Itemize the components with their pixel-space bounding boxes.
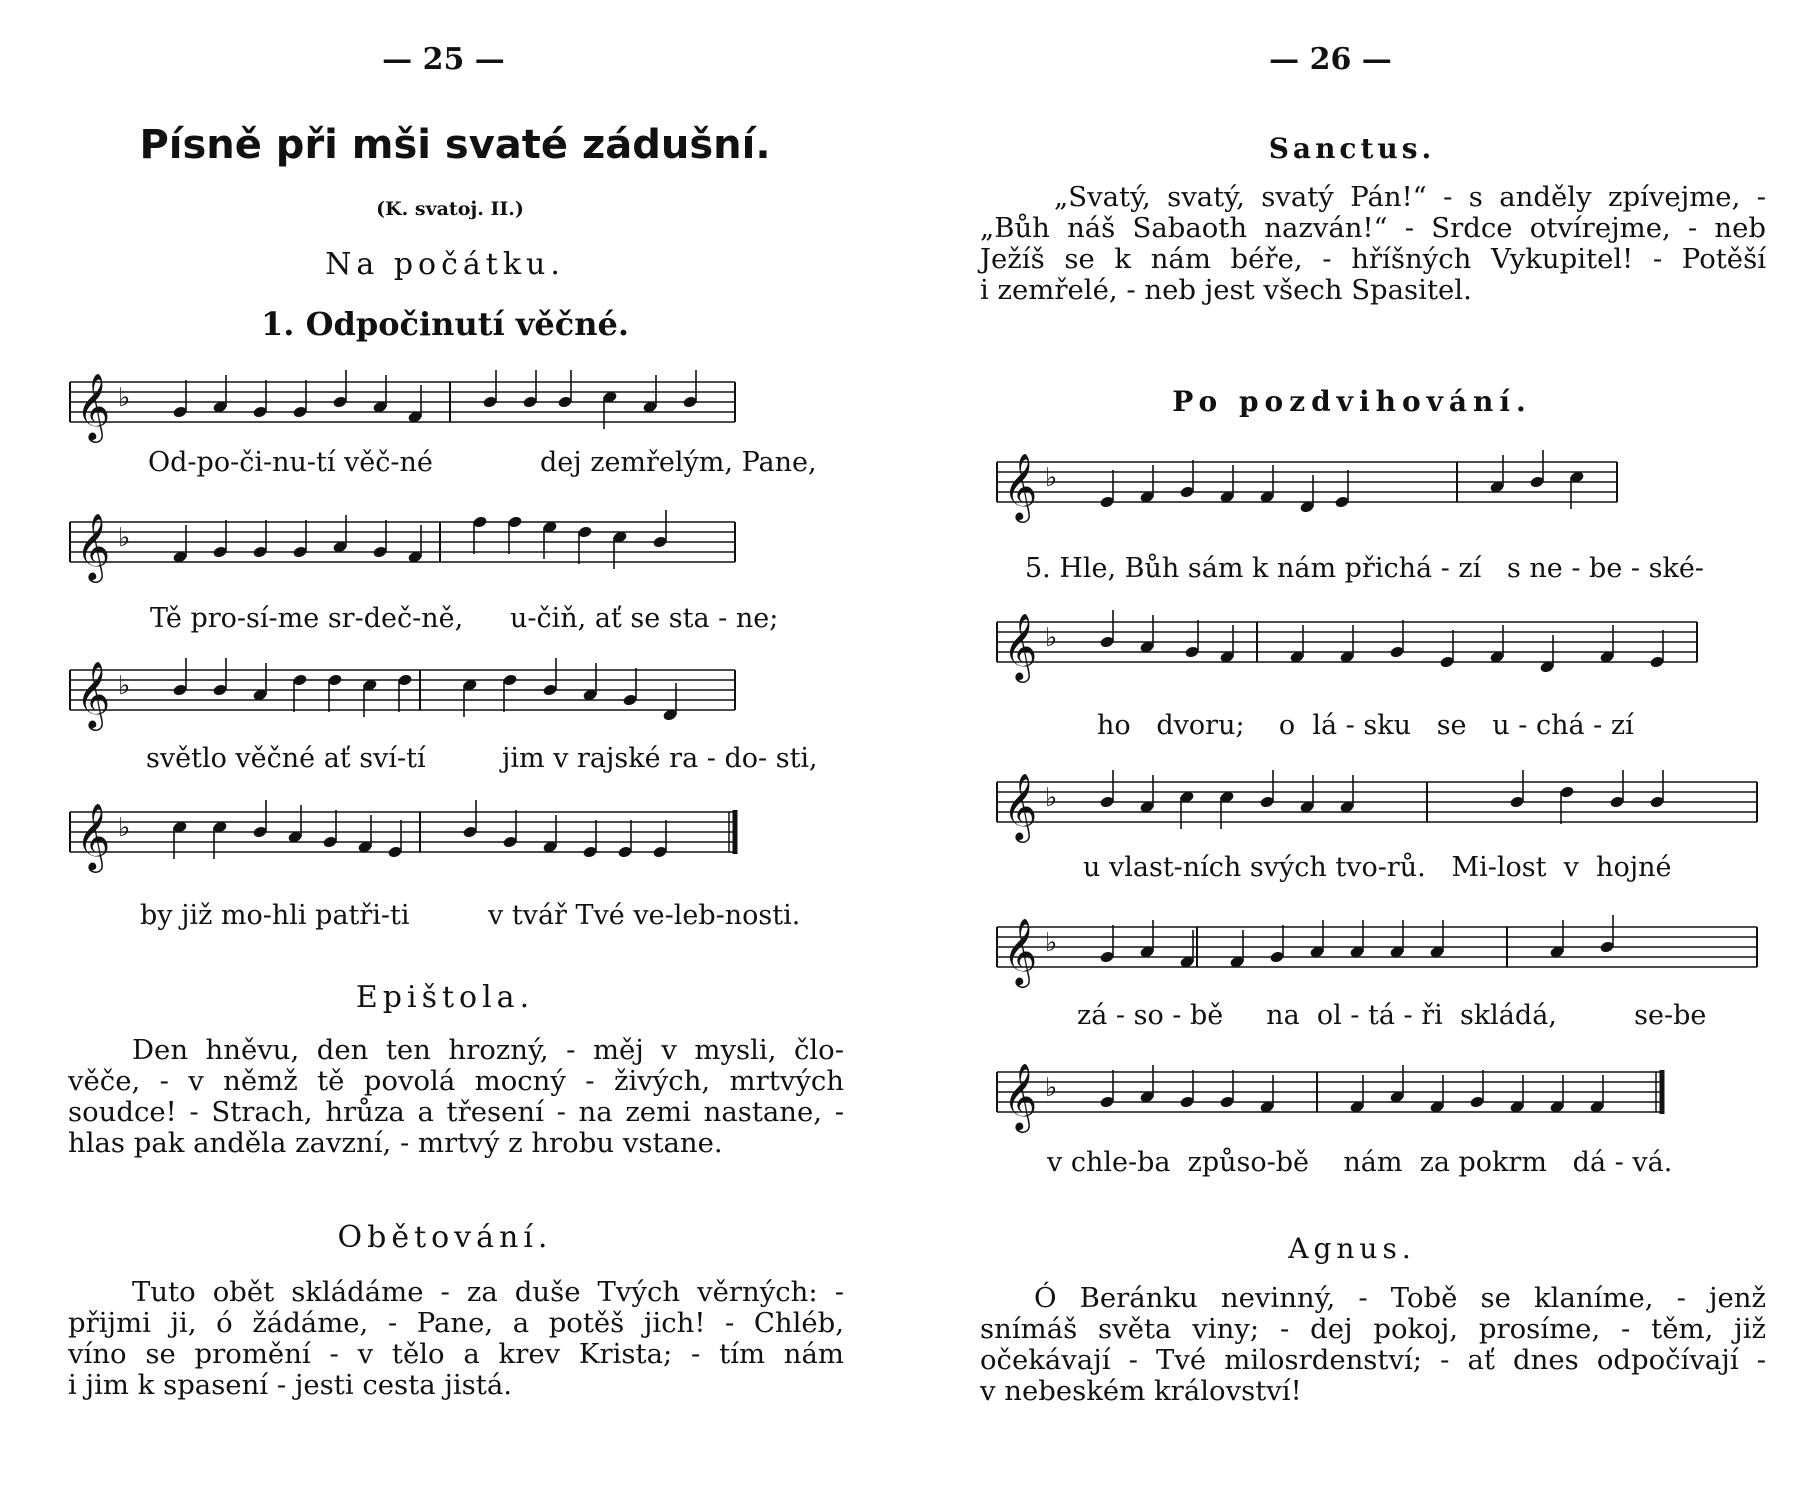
- page-number-right: — 26 —: [1269, 42, 1392, 77]
- note: [172, 525, 187, 564]
- note: [1539, 635, 1554, 674]
- text-line: „Svatý, svatý, svatý Pán!“ - s anděly zpívejme, -: [1054, 181, 1766, 213]
- text-line: i zemřelé, - neb jest všech Spasitel.: [980, 274, 1472, 306]
- treble-clef-icon: 𝄞: [76, 660, 111, 728]
- note: [407, 525, 422, 564]
- text-line: Tuto obět skládáme - za duše Tvých věrných: -: [132, 1276, 844, 1308]
- note: [1389, 920, 1404, 959]
- flat-sign-icon: ♭: [118, 671, 131, 701]
- note: [1389, 620, 1404, 659]
- agnus-text: [980, 1283, 1766, 1407]
- note: [1219, 790, 1234, 829]
- hymnal-reference: (K. svatoj. II.): [376, 198, 524, 220]
- flat-sign-icon: ♭: [1045, 1073, 1058, 1103]
- note: [1099, 925, 1114, 964]
- note: [1509, 1075, 1524, 1114]
- note: [582, 820, 597, 859]
- music-staff: [987, 600, 1777, 700]
- text-line: Ježíš se k nám béře, - hříšných Vykupitel! - Potěší: [980, 243, 1766, 275]
- right-page: [907, 0, 1814, 1500]
- text-line: věče, - v němž tě povolá mocný - živých, mrtvých: [68, 1065, 844, 1097]
- text-line: snímáš světa viny; - dej pokoj, prosíme, - těm, již: [980, 1313, 1766, 1345]
- lyric-line: v tvář Tvé ve-leb-nosti.: [488, 900, 801, 931]
- note: [1219, 625, 1234, 664]
- note: [507, 515, 522, 554]
- note: [1429, 920, 1444, 959]
- note: [1259, 465, 1274, 504]
- music-staff: [987, 440, 1777, 540]
- lyric-line: jim v rajské ra - do- sti,: [502, 743, 818, 774]
- section-heading-epistola: Epištola.: [355, 980, 535, 1015]
- note: [212, 375, 227, 414]
- music-staff: [987, 760, 1777, 860]
- note: [1289, 625, 1304, 664]
- treble-clef-icon: 𝄞: [1003, 612, 1038, 680]
- text-line: soudce! - Strach, hrůza a třesení - na zemi nastane, -: [68, 1096, 844, 1128]
- lyric-line: Tě pro-sí-me sr-deč-ně,: [150, 603, 464, 634]
- section-heading-obetovani: Obětování.: [337, 1220, 553, 1255]
- note: [1179, 1070, 1194, 1109]
- note: [212, 820, 227, 859]
- lyric-line: zá - so - bě na ol - tá - ři skládá, se-be: [1077, 1000, 1707, 1031]
- section-heading-sanctus: Sanctus.: [1268, 132, 1436, 165]
- note: [1609, 770, 1624, 809]
- flat-sign-icon: ♭: [1045, 463, 1058, 493]
- note: [542, 658, 557, 697]
- note: [1099, 1070, 1114, 1109]
- lyric-line: u-čiň, ať se sta - ne;: [510, 603, 779, 634]
- treble-clef-icon: 𝄞: [1003, 772, 1038, 840]
- note: [542, 520, 557, 559]
- note: [332, 370, 347, 409]
- text-line: přijmi ji, ó žádáme, - Pane, a potěš jich! - Chléb,: [68, 1307, 844, 1339]
- note: [1179, 790, 1194, 829]
- treble-clef-icon: 𝄞: [76, 372, 111, 440]
- note: [682, 370, 697, 409]
- note: [1179, 930, 1194, 969]
- section-heading-na-pocatku: Na počátku.: [325, 247, 565, 282]
- treble-clef-icon: 𝄞: [76, 512, 111, 580]
- note: [557, 370, 572, 409]
- lyric-line: ho dvoru; o lá - sku se u - chá - zí: [1097, 710, 1634, 741]
- note: [292, 673, 307, 712]
- note: [602, 390, 617, 429]
- flat-sign-icon: ♭: [118, 523, 131, 553]
- note: [407, 385, 422, 424]
- note: [582, 663, 597, 702]
- note: [1139, 615, 1154, 654]
- note: [652, 820, 667, 859]
- note: [1589, 1075, 1604, 1114]
- note: [1139, 465, 1154, 504]
- note: [1339, 775, 1354, 814]
- note: [577, 525, 592, 564]
- note: [1299, 775, 1314, 814]
- section-heading-agnus: Agnus.: [1288, 1232, 1416, 1265]
- note: [362, 678, 377, 717]
- treble-clef-icon: 𝄞: [76, 802, 111, 870]
- note: [387, 820, 402, 859]
- note: [292, 520, 307, 559]
- note: [1334, 470, 1349, 509]
- note: [462, 678, 477, 717]
- note: [1139, 920, 1154, 959]
- note: [397, 673, 412, 712]
- treble-clef-icon: 𝄞: [1003, 917, 1038, 985]
- note: [1179, 460, 1194, 499]
- music-staff: [987, 905, 1777, 1005]
- note: [1259, 770, 1274, 809]
- lyric-line: Od-po-či-nu-tí věč-né: [148, 447, 433, 478]
- note: [1529, 450, 1544, 489]
- flat-sign-icon: ♭: [118, 383, 131, 413]
- note: [1229, 930, 1244, 969]
- note: [1269, 925, 1284, 964]
- note: [502, 673, 517, 712]
- note: [1349, 1075, 1364, 1114]
- note: [1099, 610, 1114, 649]
- music-staff: [60, 360, 850, 460]
- lyric-line: dej zemřelým, Pane,: [540, 447, 817, 478]
- note: [287, 805, 302, 844]
- section-heading-po-pozdvihovani: Po pozdvihování.: [1172, 385, 1532, 418]
- page-title: Písně při mši svaté zádušní.: [139, 122, 771, 168]
- note: [1219, 465, 1234, 504]
- flat-sign-icon: ♭: [1045, 783, 1058, 813]
- obetovani-text: [68, 1277, 844, 1401]
- note: [1599, 625, 1614, 664]
- text-line: i jim k spasení - jesti cesta jistá.: [68, 1369, 512, 1401]
- flat-sign-icon: ♭: [118, 813, 131, 843]
- note: [1549, 920, 1564, 959]
- note: [212, 520, 227, 559]
- note: [1299, 475, 1314, 514]
- note: [1184, 620, 1199, 659]
- note: [1349, 920, 1364, 959]
- note: [1649, 770, 1664, 809]
- flat-sign-icon: ♭: [1045, 928, 1058, 958]
- note: [372, 520, 387, 559]
- note: [292, 380, 307, 419]
- note: [332, 515, 347, 554]
- note: [542, 815, 557, 854]
- music-staff: [60, 648, 850, 748]
- note: [1569, 470, 1584, 509]
- lyric-line: světlo věčné ať sví-tí: [146, 743, 426, 774]
- note: [212, 658, 227, 697]
- note: [252, 800, 267, 839]
- note: [1559, 785, 1574, 824]
- lyric-line: by již mo-hli patři-ti: [140, 900, 410, 931]
- note: [662, 683, 677, 722]
- music-staff: [60, 500, 850, 600]
- note: [1489, 625, 1504, 664]
- note: [172, 380, 187, 419]
- text-line: Ó Beránku nevinný, - Tobě se klaníme, - jenž: [1034, 1282, 1766, 1314]
- note: [612, 530, 627, 569]
- note: [1139, 775, 1154, 814]
- note: [617, 820, 632, 859]
- lyric-line: u vlast-ních svých tvo-rů. Mi-lost v hojné: [1083, 852, 1672, 883]
- note: [1139, 1065, 1154, 1104]
- treble-clef-icon: 𝄞: [1003, 452, 1038, 520]
- text-line: očekávají - Tvé milosrdenství; - ať dnes odpočívají -: [980, 1344, 1766, 1376]
- note: [1439, 630, 1454, 669]
- note: [1389, 1065, 1404, 1104]
- note: [1549, 1075, 1564, 1114]
- note: [172, 658, 187, 697]
- lyric-line: 5. Hle, Bůh sám k nám přichá - zí s ne - be - ské-: [1025, 553, 1704, 584]
- note: [1509, 770, 1524, 809]
- note: [1339, 625, 1354, 664]
- note: [472, 515, 487, 554]
- note: [1489, 455, 1504, 494]
- note: [1309, 920, 1324, 959]
- song-title: 1. Odpočinutí věčné.: [261, 305, 629, 343]
- note: [327, 673, 342, 712]
- note: [502, 810, 517, 849]
- note: [1469, 1070, 1484, 1109]
- note: [1599, 915, 1614, 954]
- note: [172, 820, 187, 859]
- note: [357, 815, 372, 854]
- note: [1259, 1075, 1274, 1114]
- note: [252, 520, 267, 559]
- note: [1219, 1070, 1234, 1109]
- music-staff: [987, 1050, 1777, 1150]
- text-line: v nebeském království!: [980, 1375, 1302, 1407]
- lyric-line: v chle-ba způso-bě nám za pokrm dá - vá.: [1047, 1147, 1673, 1178]
- treble-clef-icon: 𝄞: [1003, 1062, 1038, 1130]
- note: [622, 668, 637, 707]
- note: [252, 663, 267, 702]
- text-line: „Bůh náš Sabaoth nazván!“ - Srdce otvírejme, - neb: [980, 212, 1766, 244]
- music-staff: [60, 790, 850, 890]
- text-line: víno se promění - v tělo a krev Krista; - tím nám: [68, 1338, 844, 1370]
- note: [1099, 770, 1114, 809]
- note: [252, 380, 267, 419]
- text-line: Den hněvu, den ten hrozný, - měj v mysli, člo-: [132, 1034, 844, 1066]
- note: [522, 370, 537, 409]
- text-line: hlas pak anděla zavzní, - mrtvý z hrobu vstane.: [68, 1127, 723, 1159]
- note: [1429, 1075, 1444, 1114]
- flat-sign-icon: ♭: [1045, 623, 1058, 653]
- note: [1649, 630, 1664, 669]
- note: [642, 375, 657, 414]
- page-number-left: — 25 —: [382, 42, 505, 77]
- note: [462, 800, 477, 839]
- epistola-text: [68, 1035, 844, 1159]
- note: [652, 510, 667, 549]
- note: [482, 370, 497, 409]
- note: [1099, 470, 1114, 509]
- note: [322, 810, 337, 849]
- sanctus-text: [980, 182, 1766, 306]
- note: [372, 375, 387, 414]
